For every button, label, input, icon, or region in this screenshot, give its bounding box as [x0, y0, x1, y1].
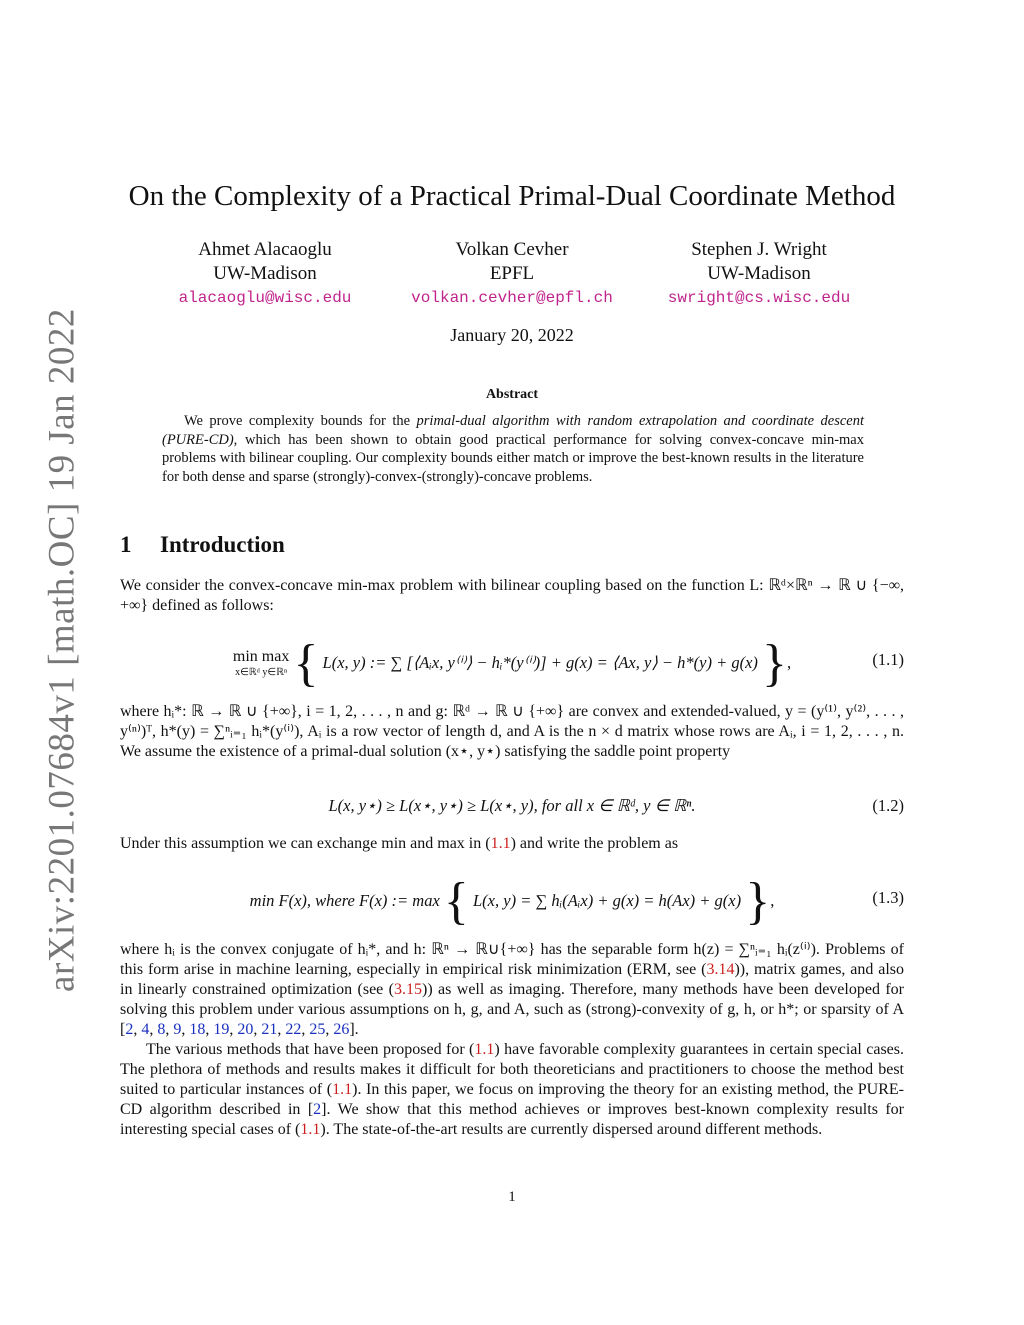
citation-link[interactable]: 2: [125, 1021, 134, 1038]
intro-paragraph-3: [120, 834, 904, 854]
author-affiliation: UW-Madison: [707, 263, 811, 284]
equation-reference-link[interactable]: 1.1: [474, 1041, 495, 1058]
intro-paragraph-2: where hᵢ*: ℝ → ℝ ∪ {+∞}, i = 1, 2, . . . , n and g: ℝᵈ → ℝ ∪ {+∞} are convex and extended-valued, y = (y⁽¹⁾, y⁽²⁾, . . . , y⁽ⁿ⁾)ᵀ, h*(y) = ∑ⁿᵢ₌₁ hᵢ*(y⁽ⁱ⁾), Aᵢ is a row vector of length d, and A is the n × d matrix whose rows are Aᵢ, i = 1, 2, . . . , n. We assume the existence of a primal-dual solution (x⋆, y⋆) satisfying the saddle point property: [120, 703, 904, 760]
abstract-text: [162, 412, 864, 486]
section-title: Introduction: [160, 532, 285, 557]
equation-reference-link[interactable]: 1.1: [300, 1121, 321, 1138]
intro-paragraph-5: [120, 1040, 904, 1140]
section-number: 1: [120, 532, 132, 557]
minmax-text: min max: [232, 648, 290, 665]
abstract-heading: Abstract: [485, 387, 539, 402]
author-block-1: [140, 238, 390, 310]
text-part: )) as well as imaging. Therefore, many methods have been developed for solving this problem under various assumptions on h, g, and A, such as (strong)-convexity of g, h, or h*; or sparsity of A [: [120, 981, 904, 1038]
citation-link[interactable]: 25: [309, 1021, 326, 1038]
equation-number: (1.1): [872, 650, 904, 669]
intro-paragraph-4: where hᵢ is the convex conjugate of hᵢ*, and h: ℝⁿ → ℝ∪{+∞} has the separable form h(z) = ∑ⁿᵢ₌₁ hᵢ(z⁽ⁱ⁾). Problems of this form arise in machine learning, especially in empirical risk minimization (ERM, see (3.14)), matrix games, and also in linearly constrained optimization (see (3.15)) as well as imaging. Therefore, many methods have been developed for solving this problem under various assumptions on h, g, and A, such as (strong)-convexity of g, h, or h*; or sparsity of A [2, 4, 8, 9, 18, 19, 20, 21, 22, 25, 26].: [120, 941, 905, 1038]
text-part: ). The state-of-the-art results are currently dispersed around different methods.: [320, 1121, 823, 1138]
abstract-emphasis: primal-dual algorithm with random extrapolation and coordinate descent (PURE-CD): [162, 413, 864, 448]
citation-link[interactable]: 26: [333, 1021, 350, 1038]
author-affiliation: EPFL: [489, 263, 535, 284]
text-part: ].: [349, 1021, 359, 1038]
equation-1-3: min F(x), where F(x) := max { L(x, y) = ∑ hᵢ(Aᵢx) + g(x) = h(Ax) + g(x) }, (1.3): [249, 873, 904, 930]
minmax-subscript: x∈ℝᵈ y∈ℝⁿ: [235, 667, 288, 678]
equation-reference-link[interactable]: 3.14: [706, 961, 735, 978]
citation-link[interactable]: 20: [237, 1021, 254, 1038]
right-brace: }: [745, 873, 771, 930]
citation-link[interactable]: 19: [213, 1021, 230, 1038]
equation-number: (1.2): [872, 796, 904, 815]
right-brace: }: [762, 635, 787, 692]
page-number: 1: [508, 1189, 516, 1205]
equation-1-3-body: L(x, y) = ∑ hᵢ(Aᵢx) + g(x) = h(Ax) + g(x): [473, 890, 742, 910]
equation-reference-link[interactable]: 1.1: [490, 835, 511, 852]
text-part: ]. We show that this method achieves or improves best-known complexity results for interesting special cases of (: [120, 1101, 904, 1138]
equation-1-1-body: L(x, y) := ∑ [⟨Aᵢx, y⁽ⁱ⁾⟩ − hᵢ*(y⁽ⁱ⁾)] + g(x) = ⟨Ax, y⟩ − h*(y) + g(x): [322, 652, 758, 672]
equation-number: (1.3): [872, 888, 904, 907]
equation-1-2-body: L(x, y⋆) ≥ L(x⋆, y⋆) ≥ L(x⋆, y), for all x ∈ ℝᵈ, y ∈ ℝⁿ.: [328, 796, 696, 815]
arxiv-identifier: arXiv:2201.07684v1 [math.OC] 19 Jan 2022: [41, 308, 83, 992]
equation-reference-link[interactable]: 1.1: [332, 1081, 353, 1098]
text-part: ) and write the problem as: [510, 835, 679, 852]
section-heading: [120, 532, 285, 558]
abstract-text-part: , which has been shown to obtain good practical performance for solving convex-concave min-max problems with bilinear coupling. Our complexity bounds either match or improve the best-known results in the literature for both dense and sparse (strongly)-convex-(strongly)-concave problems.: [162, 431, 864, 485]
equation-1-3-lhs: min F(x), where F(x) := max: [249, 890, 440, 910]
abstract-text-part: We prove complexity bounds for the: [184, 413, 417, 429]
minmax-operator: [233, 648, 289, 680]
author-block-3: [634, 238, 884, 310]
author-name: Stephen J. Wright: [691, 239, 827, 260]
equation-reference-link[interactable]: 3.15: [394, 981, 422, 998]
citation-link[interactable]: 2: [313, 1101, 322, 1118]
citation-link[interactable]: 9: [173, 1021, 182, 1038]
citation-link[interactable]: 4: [141, 1021, 150, 1038]
author-email[interactable]: volkan.cevher@epfl.ch: [411, 289, 613, 307]
author-email[interactable]: swright@cs.wisc.edu: [667, 289, 851, 307]
text-part: )), matrix games, and also in linearly constrained optimization (see (: [120, 961, 905, 998]
citation-link[interactable]: 22: [285, 1021, 302, 1038]
left-brace: {: [443, 873, 469, 930]
publication-date: January 20, 2022: [450, 325, 574, 345]
left-brace: {: [293, 635, 319, 692]
text-part: Under this assumption we can exchange min and max in (: [120, 835, 491, 852]
text-part: where hᵢ is the convex conjugate of hᵢ*, and h: ℝⁿ → ℝ∪{+∞} has the separable form h(z) = ∑ⁿᵢ₌₁ hᵢ(z⁽ⁱ⁾). Problems of this form arise in machine learning, especially in empirical risk minimization (ERM, see (: [120, 941, 904, 978]
author-email[interactable]: alacaoglu@wisc.edu: [178, 289, 352, 307]
citation-link[interactable]: 8: [157, 1021, 166, 1038]
author-name: Volkan Cevher: [455, 239, 569, 260]
author-block-2: [387, 238, 637, 310]
equation-1-2: [120, 796, 904, 820]
text-part: ) have favorable complexity guarantees in certain special cases. The plethora of methods and results makes it difficult for both theoreticians and practitioners to choose the method best suited to particular instances of (: [120, 1041, 904, 1098]
equation-1-1: min max x∈ℝᵈ y∈ℝⁿ { L(x, y) := ∑ [⟨Aᵢx, y⁽ⁱ⁾⟩ − hᵢ*(y⁽ⁱ⁾)] + g(x) = ⟨Ax, y⟩ − h*(y) + g(x) }, (1.1): [232, 635, 904, 692]
citation-link[interactable]: 21: [261, 1021, 278, 1038]
author-affiliation: UW-Madison: [213, 263, 317, 284]
text-part: ). In this paper, we focus on improving the theory for an existing method, the PURE-CD algorithm described in [: [120, 1081, 905, 1118]
citation-link[interactable]: 18: [189, 1021, 206, 1038]
text-part: The various methods that have been proposed for (: [146, 1041, 475, 1058]
paper-title: On the Complexity of a Practical Primal-Dual Coordinate Method: [128, 180, 896, 212]
intro-paragraph-1: We consider the convex-concave min-max problem with bilinear coupling based on the function L: ℝᵈ×ℝⁿ → ℝ ∪ {−∞, +∞} defined as follows:: [120, 577, 904, 614]
author-name: Ahmet Alacaoglu: [198, 239, 332, 260]
